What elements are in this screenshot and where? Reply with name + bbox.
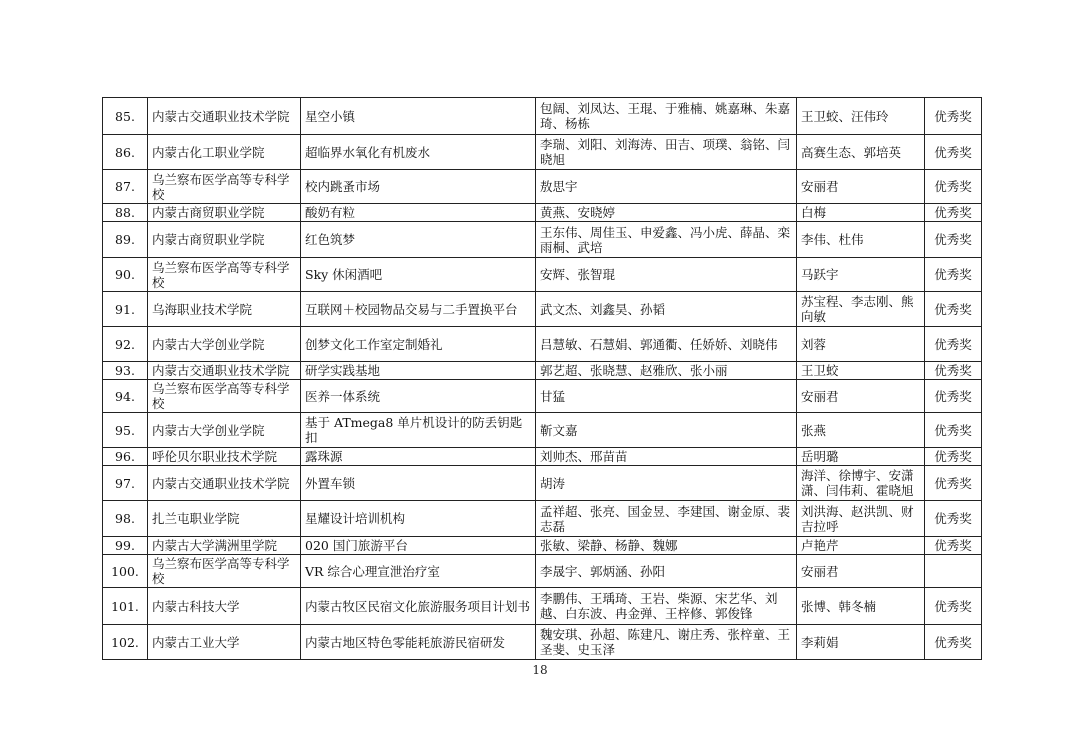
- members-cell: 李鹏伟、王瑀琦、王岩、柴源、宋艺华、刘越、白东波、冉金弹、王梓修、郭俊锋: [536, 588, 797, 625]
- school-cell: 乌兰察布医学高等专科学校: [148, 380, 301, 413]
- members-cell: 甘猛: [536, 380, 797, 413]
- school-cell: 扎兰屯职业学院: [148, 501, 301, 537]
- row-number-cell: 99.: [103, 537, 148, 555]
- project-cell: 星空小镇: [301, 98, 536, 135]
- award-cell: 优秀奖: [925, 501, 982, 537]
- members-cell: 李瑞、刘阳、刘海涛、田吉、项璞、翁铭、闫晓旭: [536, 135, 797, 170]
- project-cell: 内蒙古牧区民宿文化旅游服务项目计划书: [301, 588, 536, 625]
- project-cell: 创梦文化工作室定制婚礼: [301, 327, 536, 362]
- table-row: [103, 222, 982, 258]
- advisors-cell: 海洋、徐博宇、安潇潇、闫伟莉、霍晓旭: [797, 466, 925, 501]
- table-row: [103, 448, 982, 466]
- award-cell: 优秀奖: [925, 380, 982, 413]
- row-number-cell: 95.: [103, 413, 148, 448]
- table-row: [103, 537, 982, 555]
- project-cell: 互联网＋校园物品交易与二手置换平台: [301, 292, 536, 327]
- members-cell: 敖思宇: [536, 170, 797, 204]
- award-cell: 优秀奖: [925, 135, 982, 170]
- members-cell: 李晟宇、郭炳涵、孙阳: [536, 555, 797, 588]
- table-row: [103, 204, 982, 222]
- school-cell: 内蒙古大学创业学院: [148, 413, 301, 448]
- members-cell: 张敏、梁静、杨静、魏娜: [536, 537, 797, 555]
- project-cell: 内蒙古地区特色零能耗旅游民宿研发: [301, 625, 536, 660]
- table-row: [103, 625, 982, 660]
- advisors-cell: 安丽君: [797, 380, 925, 413]
- row-number-cell: 86.: [103, 135, 148, 170]
- advisors-cell: 马跃宇: [797, 258, 925, 292]
- school-cell: 内蒙古商贸职业学院: [148, 204, 301, 222]
- school-cell: 乌兰察布医学高等专科学校: [148, 170, 301, 204]
- project-cell: Sky 休闲酒吧: [301, 258, 536, 292]
- school-cell: 内蒙古交通职业技术学院: [148, 98, 301, 135]
- members-cell: 吕慧敏、石慧娟、郭通衢、任娇娇、刘晓伟: [536, 327, 797, 362]
- table-row: [103, 98, 982, 135]
- school-cell: 呼伦贝尔职业技术学院: [148, 448, 301, 466]
- advisors-cell: 高赛生态、郭培英: [797, 135, 925, 170]
- members-cell: 孟祥超、张亮、国金昱、李建国、谢金原、裴志磊: [536, 501, 797, 537]
- project-cell: VR 综合心理宣泄治疗室: [301, 555, 536, 588]
- school-cell: 内蒙古大学创业学院: [148, 327, 301, 362]
- table-row: [103, 362, 982, 380]
- members-cell: 黄燕、安晓婷: [536, 204, 797, 222]
- school-cell: 内蒙古交通职业技术学院: [148, 362, 301, 380]
- advisors-cell: 李莉娟: [797, 625, 925, 660]
- project-cell: 星耀设计培训机构: [301, 501, 536, 537]
- advisors-cell: 王卫蛟: [797, 362, 925, 380]
- members-cell: 刘帅杰、邢苗苗: [536, 448, 797, 466]
- members-cell: 安辉、张智琨: [536, 258, 797, 292]
- row-number-cell: 88.: [103, 204, 148, 222]
- advisors-cell: 卢艳芹: [797, 537, 925, 555]
- school-cell: 内蒙古大学满洲里学院: [148, 537, 301, 555]
- advisors-cell: 安丽君: [797, 555, 925, 588]
- award-cell: 优秀奖: [925, 362, 982, 380]
- row-number-cell: 93.: [103, 362, 148, 380]
- project-cell: 露珠源: [301, 448, 536, 466]
- row-number-cell: 91.: [103, 292, 148, 327]
- award-cell: 优秀奖: [925, 222, 982, 258]
- row-number-cell: 85.: [103, 98, 148, 135]
- award-cell: 优秀奖: [925, 170, 982, 204]
- advisors-cell: 白梅: [797, 204, 925, 222]
- project-cell: 外置车锁: [301, 466, 536, 501]
- advisors-cell: 张博、韩冬楠: [797, 588, 925, 625]
- row-number-cell: 96.: [103, 448, 148, 466]
- table-row: [103, 555, 982, 588]
- project-cell: 校内跳蚤市场: [301, 170, 536, 204]
- project-cell: 酸奶有粒: [301, 204, 536, 222]
- members-cell: 郭艺超、张晓慧、赵雅欣、张小丽: [536, 362, 797, 380]
- school-cell: 乌兰察布医学高等专科学校: [148, 555, 301, 588]
- row-number-cell: 87.: [103, 170, 148, 204]
- table-row: [103, 466, 982, 501]
- award-cell: 优秀奖: [925, 537, 982, 555]
- project-cell: 超临界水氧化有机废水: [301, 135, 536, 170]
- members-cell: 魏安琪、孙超、陈建凡、谢庄秀、张梓童、王圣斐、史玉泽: [536, 625, 797, 660]
- advisors-cell: 刘蓉: [797, 327, 925, 362]
- row-number-cell: 100.: [103, 555, 148, 588]
- project-cell: 基于 ATmega8 单片机设计的防丢钥匙扣: [301, 413, 536, 448]
- row-number-cell: 98.: [103, 501, 148, 537]
- award-cell: 优秀奖: [925, 448, 982, 466]
- row-number-cell: 97.: [103, 466, 148, 501]
- table-row: [103, 327, 982, 362]
- row-number-cell: 101.: [103, 588, 148, 625]
- award-cell: 优秀奖: [925, 588, 982, 625]
- members-cell: 包阔、刘凤达、王琨、于雅楠、姚嘉琳、朱嘉琦、杨栋: [536, 98, 797, 135]
- project-cell: 020 国门旅游平台: [301, 537, 536, 555]
- award-cell: [925, 555, 982, 588]
- table-row: [103, 292, 982, 327]
- award-cell: 优秀奖: [925, 258, 982, 292]
- school-cell: 乌兰察布医学高等专科学校: [148, 258, 301, 292]
- row-number-cell: 89.: [103, 222, 148, 258]
- table-row: [103, 588, 982, 625]
- table-row: [103, 413, 982, 448]
- page-number: 18: [532, 663, 548, 677]
- award-cell: 优秀奖: [925, 327, 982, 362]
- school-cell: 内蒙古工业大学: [148, 625, 301, 660]
- advisors-cell: 张燕: [797, 413, 925, 448]
- row-number-cell: 94.: [103, 380, 148, 413]
- school-cell: 乌海职业技术学院: [148, 292, 301, 327]
- row-number-cell: 102.: [103, 625, 148, 660]
- members-cell: 武文杰、刘鑫昊、孙韬: [536, 292, 797, 327]
- table-row: [103, 380, 982, 413]
- school-cell: 内蒙古商贸职业学院: [148, 222, 301, 258]
- awards-table: [102, 97, 982, 660]
- advisors-cell: 李伟、杜伟: [797, 222, 925, 258]
- school-cell: 内蒙古交通职业技术学院: [148, 466, 301, 501]
- award-cell: 优秀奖: [925, 466, 982, 501]
- school-cell: 内蒙古化工职业学院: [148, 135, 301, 170]
- project-cell: 研学实践基地: [301, 362, 536, 380]
- members-cell: 胡涛: [536, 466, 797, 501]
- table-row: [103, 501, 982, 537]
- advisors-cell: 刘洪海、赵洪凯、财吉拉呼: [797, 501, 925, 537]
- award-cell: 优秀奖: [925, 292, 982, 327]
- award-cell: 优秀奖: [925, 204, 982, 222]
- project-cell: 医养一体系统: [301, 380, 536, 413]
- school-cell: 内蒙古科技大学: [148, 588, 301, 625]
- row-number-cell: 90.: [103, 258, 148, 292]
- table-row: [103, 170, 982, 204]
- members-cell: 靳文嘉: [536, 413, 797, 448]
- advisors-cell: 安丽君: [797, 170, 925, 204]
- advisors-cell: 王卫蛟、汪伟玲: [797, 98, 925, 135]
- advisors-cell: 苏宝程、李志刚、熊向敏: [797, 292, 925, 327]
- row-number-cell: 92.: [103, 327, 148, 362]
- award-cell: 优秀奖: [925, 625, 982, 660]
- awards-table-body: [103, 98, 982, 660]
- award-cell: 优秀奖: [925, 98, 982, 135]
- members-cell: 王东伟、周佳玉、申爱鑫、冯小虎、薛晶、栾雨桐、武培: [536, 222, 797, 258]
- table-row: [103, 258, 982, 292]
- table-row: [103, 135, 982, 170]
- award-cell: 优秀奖: [925, 413, 982, 448]
- project-cell: 红色筑梦: [301, 222, 536, 258]
- advisors-cell: 岳明璐: [797, 448, 925, 466]
